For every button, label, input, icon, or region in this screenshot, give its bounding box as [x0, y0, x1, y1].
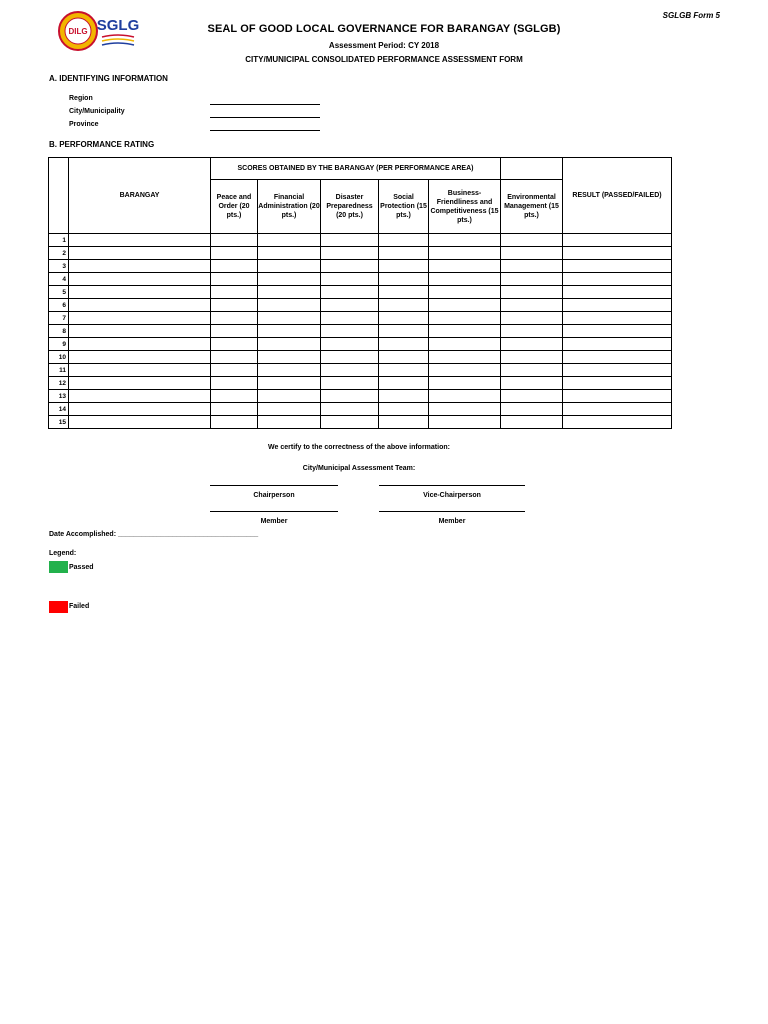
peace-order-cell[interactable] [211, 286, 258, 299]
disaster-prep-cell[interactable] [321, 286, 379, 299]
area-social-protection: Social Protection (15 pts.) [379, 180, 429, 234]
vice-chairperson-signature-line[interactable] [379, 485, 525, 486]
date-accomplished-field[interactable]: ____________________________________ [117, 531, 259, 538]
peace-order-cell[interactable] [211, 247, 258, 260]
social-protection-cell[interactable] [379, 312, 429, 325]
financial-admin-cell[interactable] [258, 299, 321, 312]
business-friendliness-cell[interactable] [429, 351, 501, 364]
row-number: 14 [49, 403, 69, 416]
business-friendliness-cell[interactable] [429, 247, 501, 260]
barangay-cell[interactable] [69, 312, 211, 325]
chairperson-signature-line[interactable] [210, 485, 338, 486]
disaster-prep-cell[interactable] [321, 299, 379, 312]
financial-admin-cell[interactable] [258, 351, 321, 364]
peace-order-cell[interactable] [211, 364, 258, 377]
date-accomplished-label: Date Accomplished: [49, 531, 118, 538]
environmental-mgmt-cell[interactable] [501, 260, 563, 273]
table-row [49, 299, 672, 312]
legend-failed-swatch [49, 601, 68, 613]
social-protection-cell[interactable] [379, 234, 429, 247]
peace-order-cell[interactable] [211, 234, 258, 247]
vice-chairperson-label: Vice-Chairperson [423, 492, 481, 499]
social-protection-cell[interactable] [379, 351, 429, 364]
member-1-signature-line[interactable] [210, 511, 338, 512]
peace-order-cell[interactable] [211, 299, 258, 312]
row-number: 13 [49, 390, 69, 403]
barangay-cell[interactable] [69, 403, 211, 416]
environmental-mgmt-cell[interactable] [501, 312, 563, 325]
table-row [49, 364, 672, 377]
environmental-mgmt-cell[interactable] [501, 390, 563, 403]
form-subtitle: CITY/MUNICIPAL CONSOLIDATED PERFORMANCE ASSESSMENT FORM [245, 55, 523, 64]
area-peace-and-order: Peace and Order (20 pts.) [211, 180, 258, 234]
business-friendliness-cell[interactable] [429, 390, 501, 403]
environmental-mgmt-cell[interactable] [501, 416, 563, 429]
performance-rating-table [48, 157, 672, 429]
environmental-mgmt-cell[interactable] [501, 247, 563, 260]
table-row [49, 403, 672, 416]
business-friendliness-cell[interactable] [429, 325, 501, 338]
environmental-mgmt-cell[interactable] [501, 351, 563, 364]
scores-group-header: SCORES OBTAINED BY THE BARANGAY (PER PERFORMANCE AREA) [211, 158, 501, 180]
row-number: 4 [49, 273, 69, 286]
financial-admin-cell[interactable] [258, 234, 321, 247]
environmental-mgmt-cell[interactable] [501, 364, 563, 377]
table-row [49, 234, 672, 247]
disaster-prep-cell[interactable] [321, 390, 379, 403]
peace-order-cell[interactable] [211, 260, 258, 273]
social-protection-cell[interactable] [379, 286, 429, 299]
row-number: 7 [49, 312, 69, 325]
barangay-cell[interactable] [69, 260, 211, 273]
peace-order-cell[interactable] [211, 377, 258, 390]
business-friendliness-cell[interactable] [429, 273, 501, 286]
disaster-prep-cell[interactable] [321, 416, 379, 429]
social-protection-cell[interactable] [379, 416, 429, 429]
disaster-prep-cell[interactable] [321, 234, 379, 247]
table-row [49, 260, 672, 273]
business-friendliness-cell[interactable] [429, 364, 501, 377]
peace-order-cell[interactable] [211, 338, 258, 351]
barangay-cell[interactable] [69, 299, 211, 312]
business-friendliness-cell[interactable] [429, 338, 501, 351]
region-label: Region [69, 95, 93, 102]
disaster-prep-cell[interactable] [321, 403, 379, 416]
barangay-cell[interactable] [69, 364, 211, 377]
barangay-cell[interactable] [69, 325, 211, 338]
peace-order-cell[interactable] [211, 351, 258, 364]
province-label: Province [69, 121, 99, 128]
peace-order-cell[interactable] [211, 416, 258, 429]
peace-order-cell[interactable] [211, 312, 258, 325]
section-a-heading: A. IDENTIFYING INFORMATION [49, 74, 168, 83]
business-friendliness-cell[interactable] [429, 260, 501, 273]
financial-admin-cell[interactable] [258, 403, 321, 416]
result-header: RESULT (PASSED/FAILED) [563, 158, 672, 234]
result-cell[interactable] [563, 286, 672, 299]
financial-admin-cell[interactable] [258, 338, 321, 351]
disaster-prep-cell[interactable] [321, 312, 379, 325]
barangay-cell[interactable] [69, 377, 211, 390]
barangay-cell[interactable] [69, 234, 211, 247]
table-row [49, 247, 672, 260]
sglg-brand-text: SGLG [96, 17, 140, 34]
form-title: SEAL OF GOOD LOCAL GOVERNANCE FOR BARANGAY (SGLGB) [207, 23, 561, 35]
assessment-team-label: City/Municipal Assessment Team: [302, 465, 416, 472]
table-row [49, 416, 672, 429]
result-cell[interactable] [563, 403, 672, 416]
environmental-mgmt-cell[interactable] [501, 325, 563, 338]
disaster-prep-cell[interactable] [321, 247, 379, 260]
barangay-cell[interactable] [69, 286, 211, 299]
row-number: 6 [49, 299, 69, 312]
financial-admin-cell[interactable] [258, 286, 321, 299]
row-number: 5 [49, 286, 69, 299]
area-environmental-management: Environmental Management (15 pts.) [501, 180, 563, 234]
business-friendliness-cell[interactable] [429, 403, 501, 416]
row-number: 2 [49, 247, 69, 260]
social-protection-cell[interactable] [379, 364, 429, 377]
table-row [49, 286, 672, 299]
financial-admin-cell[interactable] [258, 312, 321, 325]
section-b-heading: B. PERFORMANCE RATING [49, 140, 155, 149]
area-disaster-preparedness: Disaster Preparedness (20 pts.) [321, 180, 379, 234]
row-number: 9 [49, 338, 69, 351]
business-friendliness-cell[interactable] [429, 286, 501, 299]
table-row [49, 390, 672, 403]
social-protection-cell[interactable] [379, 260, 429, 273]
result-cell[interactable] [563, 377, 672, 390]
environmental-mgmt-cell[interactable] [501, 377, 563, 390]
row-number: 12 [49, 377, 69, 390]
business-friendliness-cell[interactable] [429, 312, 501, 325]
row-number: 8 [49, 325, 69, 338]
peace-order-cell[interactable] [211, 273, 258, 286]
member-2-signature-line[interactable] [379, 511, 525, 512]
region-field[interactable] [210, 104, 320, 105]
financial-admin-cell[interactable] [258, 325, 321, 338]
blank-header-cell [501, 158, 563, 180]
result-cell[interactable] [563, 364, 672, 377]
legend-title: Legend: [49, 550, 77, 557]
result-cell[interactable] [563, 234, 672, 247]
city-municipality-field[interactable] [210, 117, 320, 118]
business-friendliness-cell[interactable] [429, 416, 501, 429]
barangay-cell[interactable] [69, 351, 211, 364]
social-protection-cell[interactable] [379, 338, 429, 351]
social-protection-cell[interactable] [379, 377, 429, 390]
environmental-mgmt-cell[interactable] [501, 234, 563, 247]
environmental-mgmt-cell[interactable] [501, 403, 563, 416]
area-business-friendliness: Business-Friendliness and Competitiveness (15 pts.) [429, 180, 501, 234]
environmental-mgmt-cell[interactable] [501, 299, 563, 312]
member-1-label: Member [260, 518, 288, 525]
financial-admin-cell[interactable] [258, 416, 321, 429]
result-cell[interactable] [563, 338, 672, 351]
disaster-prep-cell[interactable] [321, 377, 379, 390]
financial-admin-cell[interactable] [258, 364, 321, 377]
social-protection-cell[interactable] [379, 403, 429, 416]
barangay-cell[interactable] [69, 338, 211, 351]
legend-failed-label: Failed [69, 603, 90, 610]
financial-admin-cell[interactable] [258, 390, 321, 403]
disaster-prep-cell[interactable] [321, 273, 379, 286]
member-2-label: Member [438, 518, 466, 525]
result-cell[interactable] [563, 390, 672, 403]
row-number: 3 [49, 260, 69, 273]
barangay-cell[interactable] [69, 273, 211, 286]
certification-statement: We certify to the correctness of the above information: [268, 444, 450, 451]
barangay-cell[interactable] [69, 247, 211, 260]
result-cell[interactable] [563, 299, 672, 312]
peace-order-cell[interactable] [211, 390, 258, 403]
business-friendliness-cell[interactable] [429, 299, 501, 312]
financial-admin-cell[interactable] [258, 377, 321, 390]
environmental-mgmt-cell[interactable] [501, 286, 563, 299]
row-number: 11 [49, 364, 69, 377]
form-number: SGLGB Form 5 [662, 11, 720, 20]
financial-admin-cell[interactable] [258, 260, 321, 273]
date-accomplished [49, 531, 258, 538]
disaster-prep-cell[interactable] [321, 338, 379, 351]
disaster-prep-cell[interactable] [321, 260, 379, 273]
table-row [49, 377, 672, 390]
city-municipality-label: City/Municipality [69, 108, 125, 115]
social-protection-cell[interactable] [379, 390, 429, 403]
area-financial-administration: Financial Administration (20 pts.) [258, 180, 321, 234]
disaster-prep-cell[interactable] [321, 364, 379, 377]
result-cell[interactable] [563, 273, 672, 286]
social-protection-cell[interactable] [379, 325, 429, 338]
barangay-header: BARANGAY [69, 158, 211, 234]
province-field[interactable] [210, 130, 320, 131]
disaster-prep-cell[interactable] [321, 325, 379, 338]
disaster-prep-cell[interactable] [321, 351, 379, 364]
peace-order-cell[interactable] [211, 403, 258, 416]
social-protection-cell[interactable] [379, 299, 429, 312]
row-number-header [49, 158, 69, 234]
table-body [49, 234, 672, 429]
result-cell[interactable] [563, 416, 672, 429]
legend-passed-label: Passed [69, 564, 94, 571]
result-cell[interactable] [563, 260, 672, 273]
table-row [49, 351, 672, 364]
table-row [49, 273, 672, 286]
social-protection-cell[interactable] [379, 273, 429, 286]
result-cell[interactable] [563, 351, 672, 364]
environmental-mgmt-cell[interactable] [501, 338, 563, 351]
result-cell[interactable] [563, 325, 672, 338]
barangay-cell[interactable] [69, 416, 211, 429]
result-cell[interactable] [563, 312, 672, 325]
chairperson-label: Chairperson [253, 492, 295, 499]
row-number: 10 [49, 351, 69, 364]
row-number: 15 [49, 416, 69, 429]
table-row [49, 325, 672, 338]
social-protection-cell[interactable] [379, 247, 429, 260]
dilg-seal-text: DILG [68, 27, 88, 36]
financial-admin-cell[interactable] [258, 273, 321, 286]
table-row [49, 312, 672, 325]
business-friendliness-cell[interactable] [429, 377, 501, 390]
result-cell[interactable] [563, 247, 672, 260]
business-friendliness-cell[interactable] [429, 234, 501, 247]
assessment-period: Assessment Period: CY 2018 [328, 41, 440, 50]
environmental-mgmt-cell[interactable] [501, 273, 563, 286]
barangay-cell[interactable] [69, 390, 211, 403]
row-number: 1 [49, 234, 69, 247]
peace-order-cell[interactable] [211, 325, 258, 338]
legend-passed-swatch [49, 561, 68, 573]
table-row [49, 338, 672, 351]
financial-admin-cell[interactable] [258, 247, 321, 260]
